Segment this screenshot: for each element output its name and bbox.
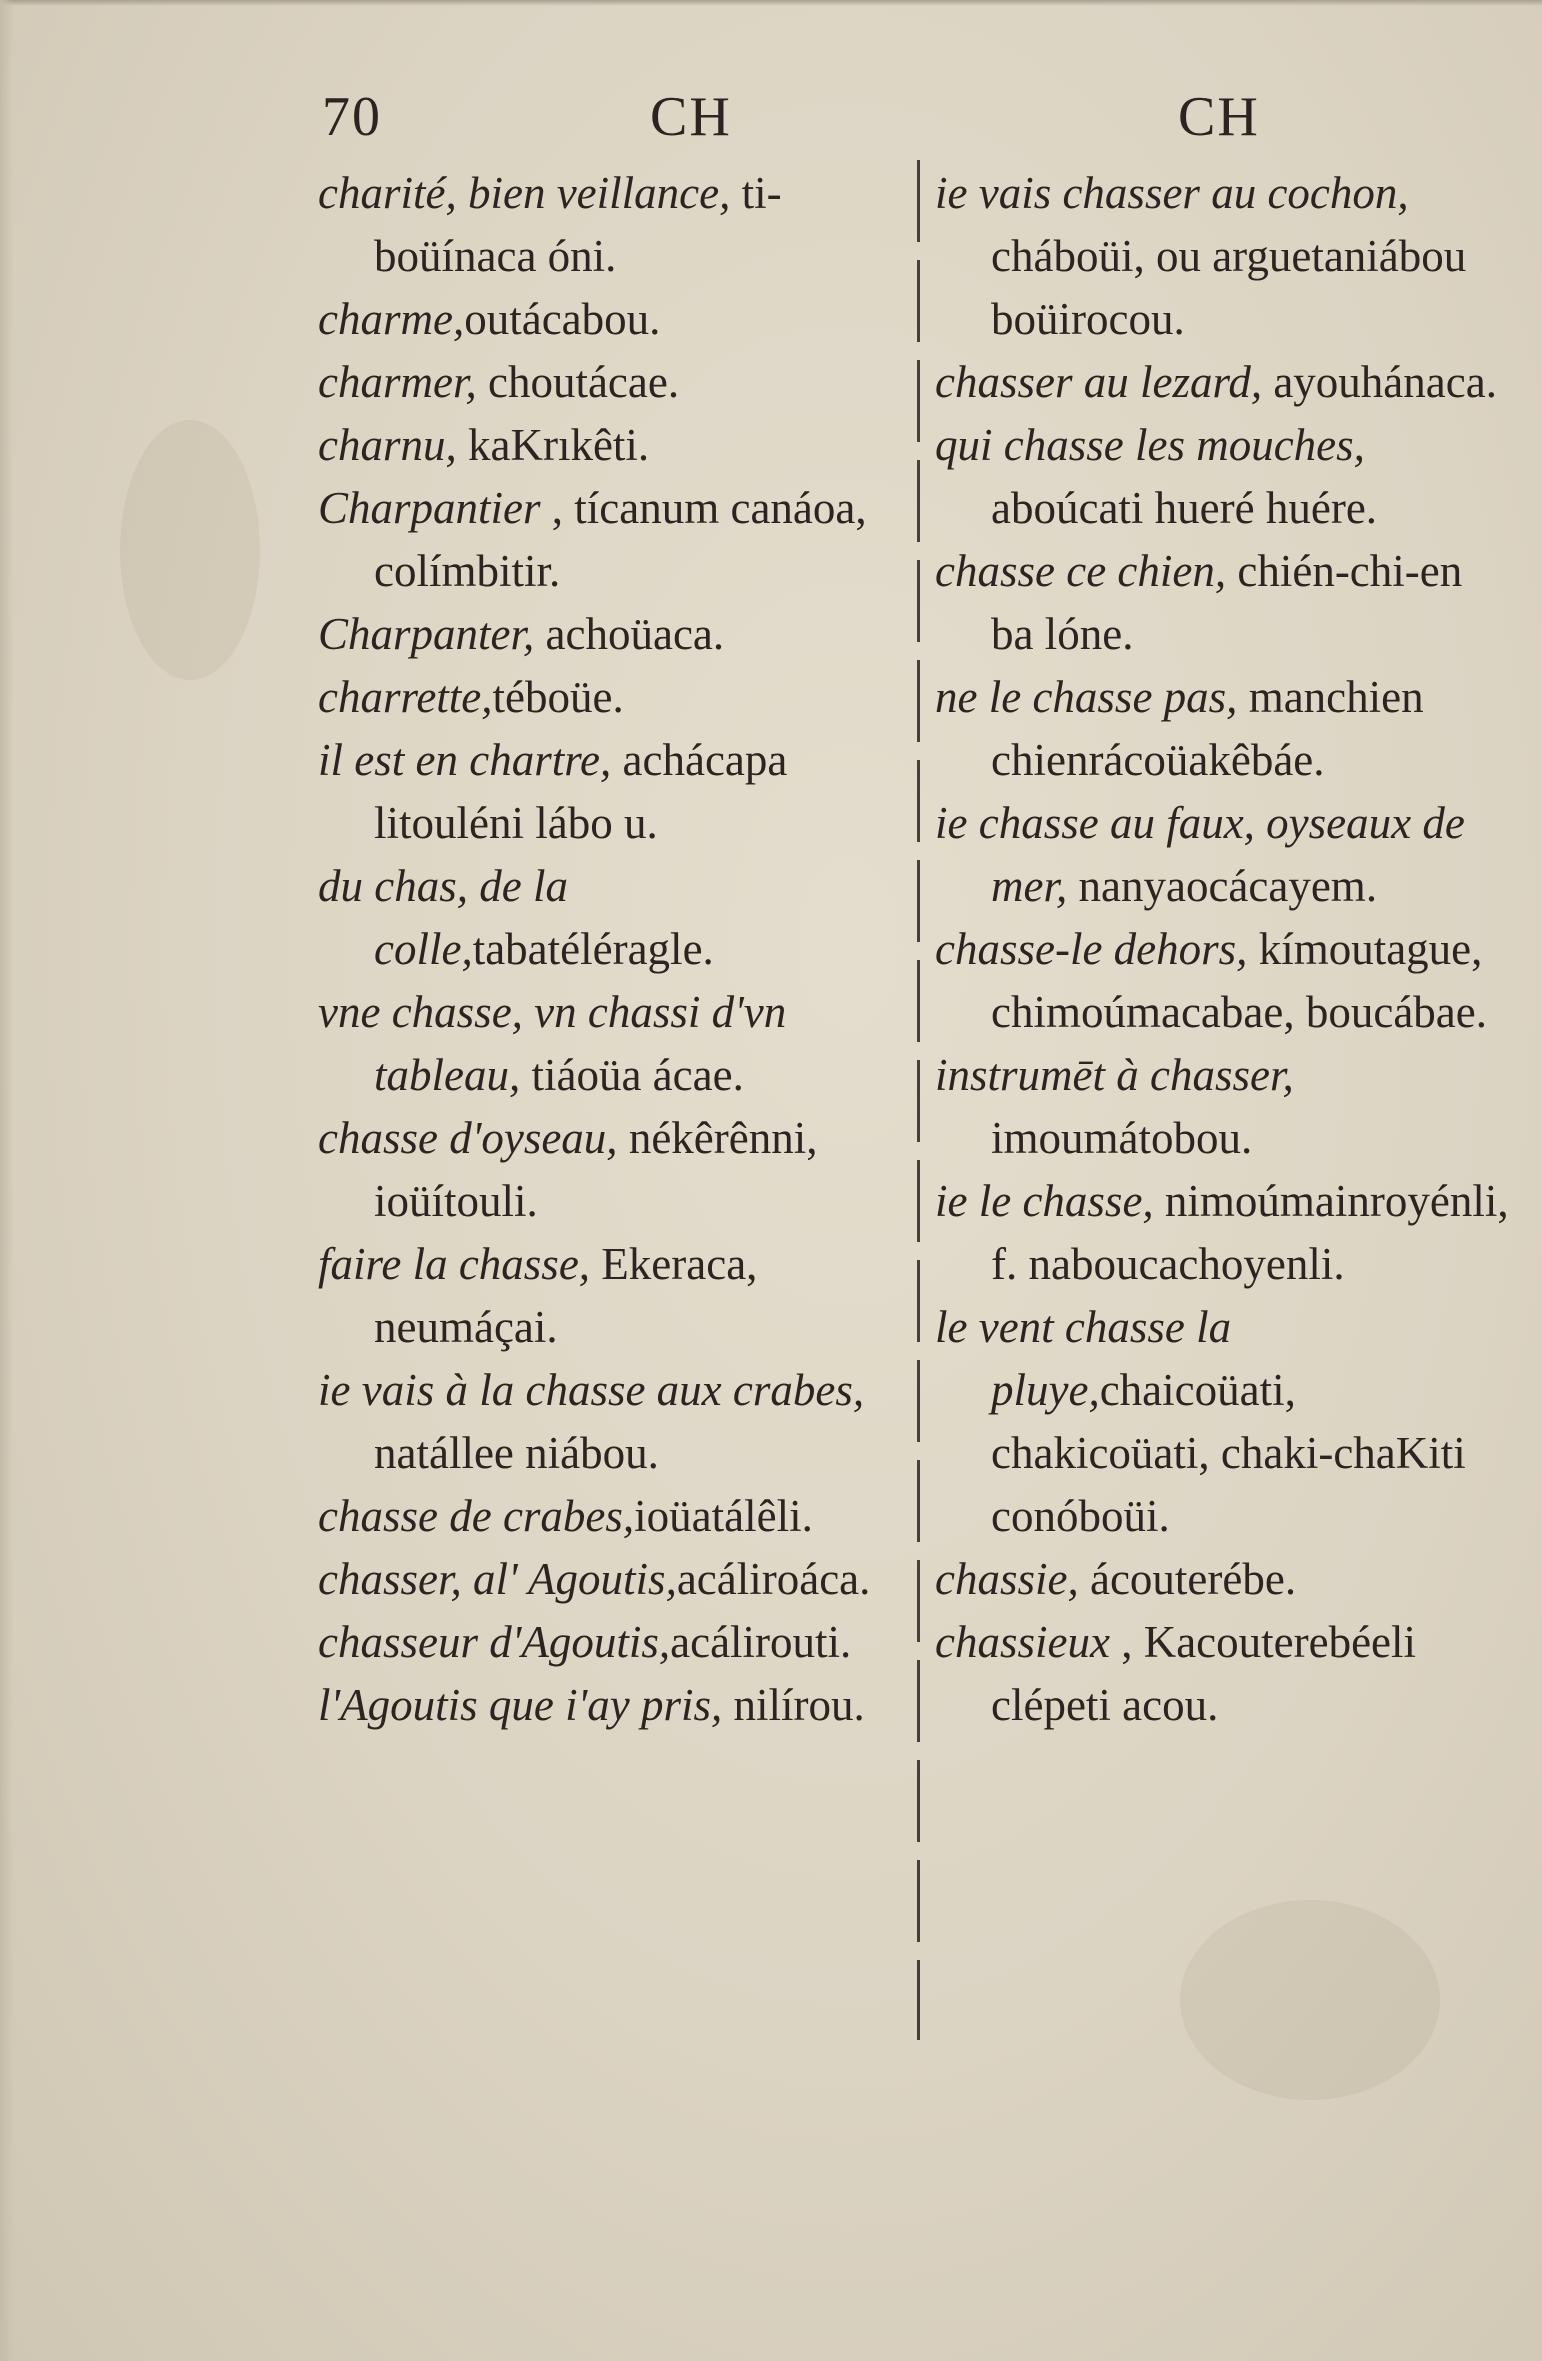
french-headword: instrumēt à chasser,	[935, 1050, 1294, 1100]
carib-translation: acáliroáca.	[676, 1554, 871, 1604]
french-headword: il est en chartre,	[318, 735, 612, 785]
french-headword: ie le chasse,	[935, 1176, 1154, 1226]
page-number: 70	[322, 86, 382, 148]
dictionary-entry	[935, 351, 1515, 414]
french-headword: chasseur d'Agoutis,	[318, 1617, 671, 1667]
french-headword: le vent chasse la pluye,	[935, 1302, 1232, 1415]
dictionary-entry	[318, 1485, 908, 1548]
carib-translation: , Kacouterebéeli clépeti acou.	[991, 1617, 1417, 1730]
french-headword: ie chasse au faux, oyseaux de mer,	[935, 798, 1465, 911]
dictionary-entry	[318, 666, 908, 729]
french-headword: ie vais à la chasse aux crabes,	[318, 1365, 865, 1415]
french-headword: chassie,	[935, 1554, 1079, 1604]
carib-translation: téboüe.	[492, 672, 624, 722]
french-headword: faire la chasse,	[318, 1239, 591, 1289]
french-headword: chasse d'oyseau,	[318, 1113, 618, 1163]
carib-translation: nilírou.	[722, 1680, 865, 1730]
carib-translation: , tícanum canáoa, colímbitir.	[374, 483, 867, 596]
carib-translation: aboúcati hueré huére.	[991, 483, 1378, 533]
carib-translation: nékêrênni, ioüítouli.	[374, 1113, 818, 1226]
dictionary-entry	[935, 414, 1515, 540]
french-headword: chasse-le dehors,	[935, 924, 1248, 974]
carib-translation: imoumátobou.	[991, 1113, 1253, 1163]
carib-translation: nanyaocácayem.	[1067, 861, 1378, 911]
carib-translation: ioüatálêli.	[634, 1491, 813, 1541]
dictionary-entry	[318, 603, 908, 666]
carib-translation: ayouhánaca.	[1262, 357, 1497, 407]
french-headword: ne le chasse pas,	[935, 672, 1238, 722]
dictionary-entry	[318, 1107, 908, 1233]
dictionary-entry	[935, 666, 1515, 792]
dictionary-entry	[318, 288, 908, 351]
french-headword: du chas, de la colle,	[318, 861, 568, 974]
french-headword: chasse de crabes,	[318, 1491, 635, 1541]
dictionary-entry	[935, 540, 1515, 666]
dictionary-entry	[935, 1548, 1515, 1611]
carib-translation: cháboüi, ou arguetaniábou boüirocou.	[991, 231, 1467, 344]
carib-translation: kímoutague, chimoúmacabae, boucábae.	[991, 924, 1487, 1037]
dictionary-entry	[318, 729, 908, 855]
dictionary-entry	[935, 918, 1515, 1044]
dictionary-entry	[318, 855, 908, 981]
dictionary-entry	[935, 162, 1515, 351]
carib-translation: chién-chi-en ba lóne.	[991, 546, 1463, 659]
dictionary-entry	[935, 792, 1515, 918]
dictionary-entry	[318, 414, 908, 477]
carib-translation: ácouterébe.	[1078, 1554, 1297, 1604]
carib-translation: acálirouti.	[670, 1617, 852, 1667]
dictionary-entry	[318, 1233, 908, 1359]
french-headword: chasser au lezard,	[935, 357, 1263, 407]
page-edge	[0, 0, 1542, 6]
page-edge-left	[0, 0, 14, 2361]
french-headword: charnu,	[318, 420, 457, 470]
french-headword: charme,	[318, 294, 465, 344]
dictionary-entry	[935, 1044, 1515, 1170]
dictionary-entry	[935, 1611, 1515, 1737]
french-headword: ie vais chasser au cochon,	[935, 168, 1409, 218]
french-headword: charrette,	[318, 672, 493, 722]
french-headword: chasse ce chien,	[935, 546, 1227, 596]
right-column	[935, 162, 1515, 1737]
carib-translation: Ekeraca, neumáçai.	[374, 1239, 758, 1352]
carib-translation: nimoúmainroyénli, f. naboucachoyenli.	[991, 1176, 1509, 1289]
carib-translation: kaKrıkêti.	[456, 420, 650, 470]
dictionary-entry	[318, 981, 908, 1107]
carib-translation: achácapa litouléni lábo u.	[374, 735, 788, 848]
carib-translation: choutácae.	[476, 357, 680, 407]
dictionary-entry	[935, 1170, 1515, 1296]
dictionary-entry	[318, 1674, 908, 1737]
french-headword: Charpantier	[318, 483, 541, 533]
left-column	[318, 162, 908, 1737]
dictionary-entry	[318, 351, 908, 414]
french-headword: l'Agoutis que i'ay pris,	[318, 1680, 723, 1730]
dictionary-entry	[935, 1296, 1515, 1548]
running-head-left: CH	[650, 86, 732, 148]
paper-stain	[120, 420, 260, 680]
dictionary-entry	[318, 1359, 908, 1485]
carib-translation: ti- boüínaca óni.	[374, 168, 782, 281]
paper-stain	[1180, 1900, 1440, 2100]
french-headword: qui chasse les mouches,	[935, 420, 1365, 470]
running-head-right: CH	[1178, 86, 1260, 148]
carib-translation: chaicoüati, chakicoüati, chaki-chaKiti conóboüi.	[991, 1365, 1466, 1541]
dictionary-entry	[318, 1611, 908, 1674]
dictionary-entry	[318, 162, 908, 288]
carib-translation: achoüaca.	[534, 609, 725, 659]
french-headword: chasser, al' Agoutis,	[318, 1554, 677, 1604]
carib-translation: manchien chienrácoüakêbáe.	[991, 672, 1424, 785]
carib-translation: tabatéléragle.	[472, 924, 714, 974]
column-divider	[917, 160, 920, 2040]
carib-translation: outácabou.	[464, 294, 661, 344]
french-headword: chassieux	[935, 1617, 1110, 1667]
french-headword: charité, bien veillance,	[318, 168, 731, 218]
dictionary-entry	[318, 1548, 908, 1611]
carib-translation: natállee niábou.	[374, 1428, 659, 1478]
carib-translation: tiáoüa ácae.	[520, 1050, 744, 1100]
french-headword: charmer,	[318, 357, 477, 407]
dictionary-entry	[318, 477, 908, 603]
french-headword: vne chasse, vn chassi d'vn tableau,	[318, 987, 787, 1100]
french-headword: Charpanter,	[318, 609, 535, 659]
